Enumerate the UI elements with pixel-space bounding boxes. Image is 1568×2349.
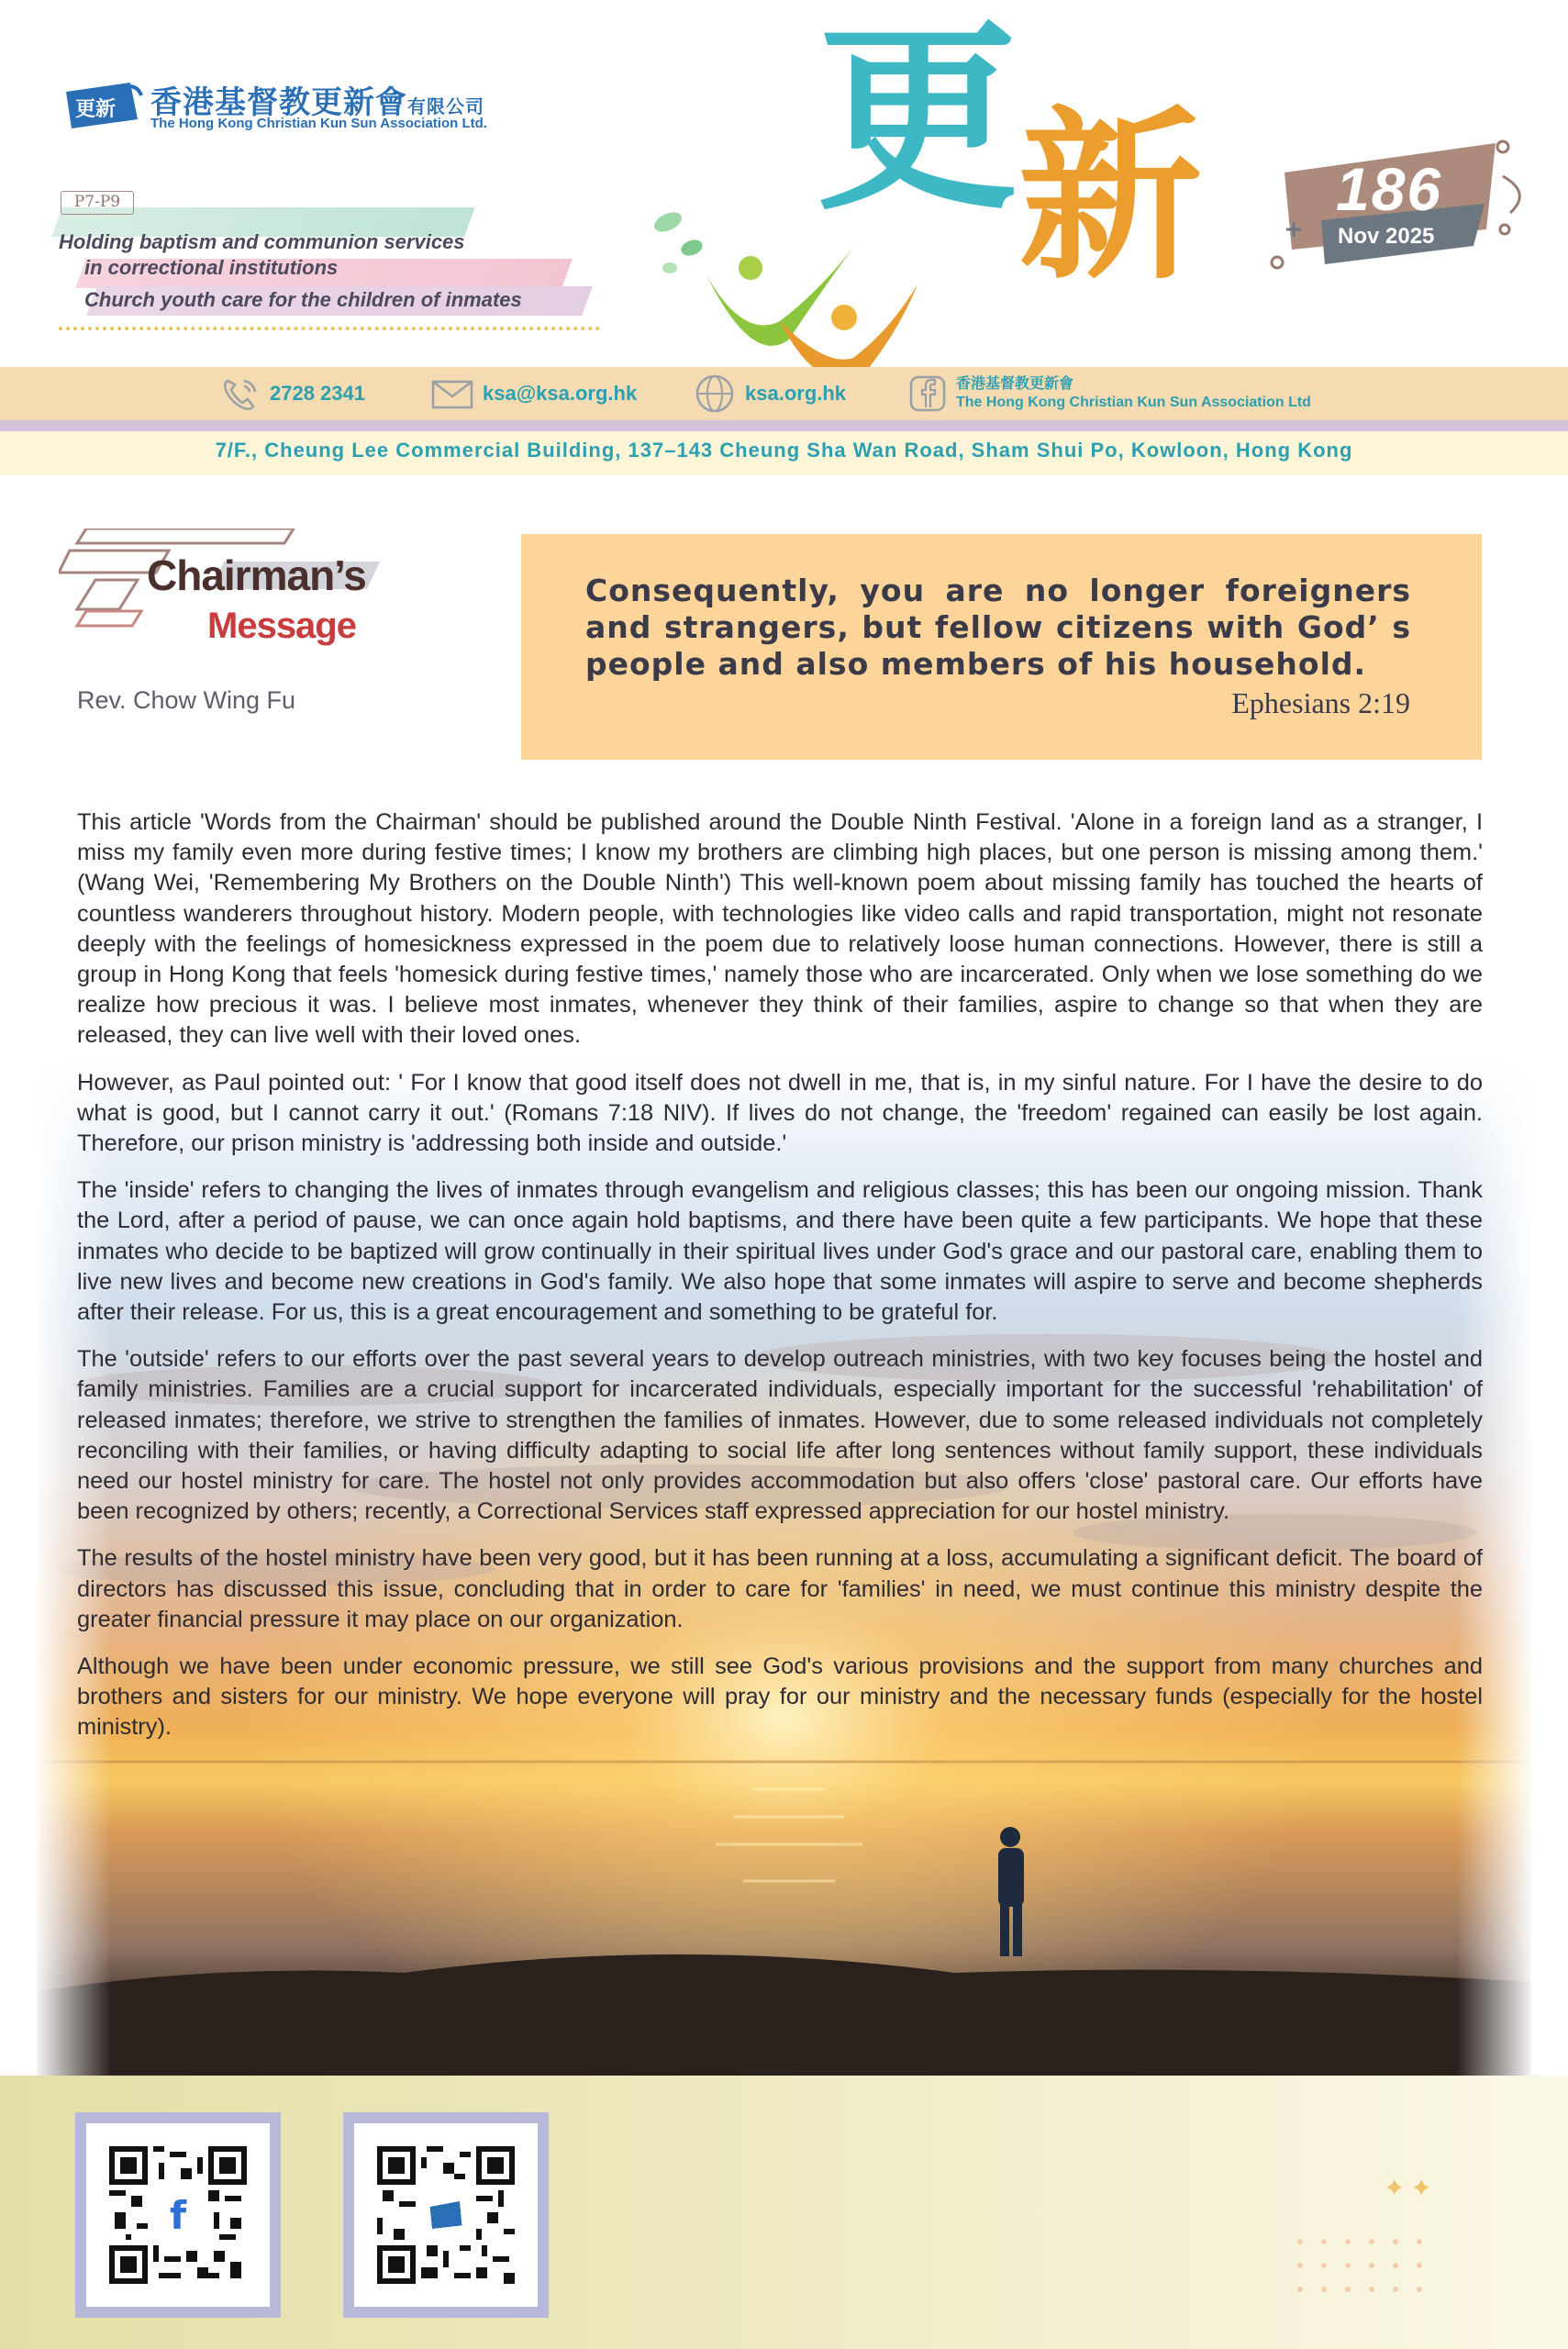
issue-badge xyxy=(1257,128,1532,275)
masthead-char-2: 新 xyxy=(1018,91,1203,305)
sparkle-decoration: ✦✦ xyxy=(1384,2174,1438,2202)
masthead-char-1: 更 xyxy=(817,2,1019,237)
dotted-divider xyxy=(59,327,600,330)
feature-headline-2[interactable]: Church youth care for the children of inmates xyxy=(84,288,522,311)
feature-headline-1-cont[interactable]: in correctional institutions xyxy=(84,256,339,279)
svg-text:f: f xyxy=(169,2193,187,2238)
pages-tag: P7-P9 xyxy=(61,191,134,215)
bible-verse-text: Consequently, you are no longer foreigners and strangers, but fellow citizens with God’ s people and also members of his household. xyxy=(585,573,1411,682)
masthead xyxy=(642,2,1248,367)
dot-grid-decoration xyxy=(1288,2230,1435,2294)
chairman-title-message: Message xyxy=(207,606,356,646)
website-url: ksa.org.hk xyxy=(745,382,847,405)
phone-icon xyxy=(220,375,261,412)
contact-phone[interactable] xyxy=(220,374,365,413)
qr-code-website-icon xyxy=(377,2146,515,2284)
contact-stripe xyxy=(0,420,1568,431)
facebook-qr-code[interactable] xyxy=(75,2112,281,2318)
org-name-en: The Hong Kong Christian Kun Sun Association Ltd. xyxy=(150,116,487,131)
issue-number: 186 xyxy=(1336,155,1443,223)
issue-date: Nov 2025 xyxy=(1338,224,1435,249)
bible-verse-reference: Ephesians 2:19 xyxy=(1231,686,1410,719)
globe-icon xyxy=(694,374,736,413)
article-body xyxy=(77,807,1483,1760)
email-address: ksa@ksa.org.hk xyxy=(483,382,638,405)
website-qr-code[interactable] xyxy=(343,2112,549,2318)
article-paragraph: However, as Paul pointed out: ' For I know that good itself does not dwell in me, that is, in my sinful nature. For I have the desire to do what is good, but I cannot carry it out.' (Romans 7:18 NIV). If lives do not change, the 'freedom' regained can easily be lost again. Therefore, our prison ministry is 'addressing both inside and outside.' xyxy=(77,1069,1483,1157)
mail-icon xyxy=(431,378,473,409)
article-paragraph: The 'inside' refers to changing the lives of inmates through evangelism and religious classes; this has been our ongoing mission. Thank the Lord, after a period of pause, we can once again hold baptisms, and there have been quite a few participants. We hope that these inmates who decide to be baptized will grow continually in their spiritual lives under God's grace and our pastoral care, enabling them to live new lives and become new creations in God's family. We also hope that some inmates will aspire to serve and become shepherds after their release. For us, this is a great encouragement and something to be grateful for. xyxy=(77,1177,1483,1326)
chairman-title: Chairman’s xyxy=(147,551,366,599)
org-name-zh: 香港基督教更新會有限公司 xyxy=(150,85,484,120)
org-badge-icon xyxy=(62,83,143,128)
bible-verse-box xyxy=(521,534,1482,760)
facebook-name-zh: 香港基督教更新會 xyxy=(956,376,1074,392)
postal-address: 7/F., Cheung Lee Commercial Building, 137–143 Cheung Sha Wan Road, Sham Shui Po, Kowloon, Hong Kong xyxy=(215,439,1353,462)
article-paragraph: This article 'Words from the Chairman' should be published around the Double Ninth Festival. 'Alone in a foreign land as a stranger, I miss my family even more during festive times; I know my brothers are climbing high places, but one person is missing among them.' (Wang Wei, 'Remembering My Brothers on the Double Ninth') This well-known poem about missing family has touched the hearts of countless wanderers throughout history. Modern people, with technologies like video calls and rapid transportation, might not resonate deeply with the feelings of homesickness expressed in the poem due to relatively loose human connections. However, there is still a group in Hong Kong that feels 'homesick during festive times,' namely those who are incarcerated. Only when we lose something do we realize how precious it was. I believe most inmates, whenever they think of their families, aspire to change so that when they are released, they can live well with their loved ones. xyxy=(77,809,1483,1049)
article-paragraph: Although we have been under economic pressure, we still see God's various provisions and the support from many churches and brothers and sisters for our ministry. We hope everyone will pray for our ministry and the necessary funds (especially for the hostel ministry). xyxy=(77,1653,1483,1741)
article-paragraph: The 'outside' refers to our efforts over the past several years to develop outreach ministries, with two key focuses being the hostel and family ministries. Families are a crucial support for incarcerated individuals, especially important for the successful 'rehabilitation' of released inmates; therefore, we strive to strengthen the families of inmates. However, due to some released individuals not completely reconciling with their families, or having difficulty adapting to social life after long sentences without family support, these individuals need our hostel ministry for care. The hostel not only provides accommodation but also offers 'close' pastoral care. Our efforts have been recognized by others; recently, a Correctional Services staff expressed appreciation for our hostel ministry. xyxy=(77,1346,1483,1525)
svg-text:更新: 更新 xyxy=(75,98,117,121)
contact-website[interactable] xyxy=(694,374,846,413)
facebook-icon xyxy=(908,374,947,413)
contact-facebook[interactable] xyxy=(908,374,1311,413)
facebook-name-en: The Hong Kong Christian Kun Sun Association Ltd xyxy=(956,395,1311,410)
feature-headline-1[interactable]: Holding baptism and communion services xyxy=(59,230,465,253)
phone-number: 2728 2341 xyxy=(270,382,365,405)
article-paragraph: The results of the hostel ministry have been very good, but it has been running at a loss, accumulating a significant deficit. The board of directors has discussed this issue, concluding that in order to care for 'families' in need, we must continue this ministry despite the greater financial pressure it may place on our organization. xyxy=(77,1545,1483,1632)
contact-email[interactable] xyxy=(431,374,637,413)
qr-code-facebook-icon xyxy=(109,2146,247,2284)
org-logo[interactable] xyxy=(62,72,576,136)
author-name: Rev. Chow Wing Fu xyxy=(77,686,296,714)
